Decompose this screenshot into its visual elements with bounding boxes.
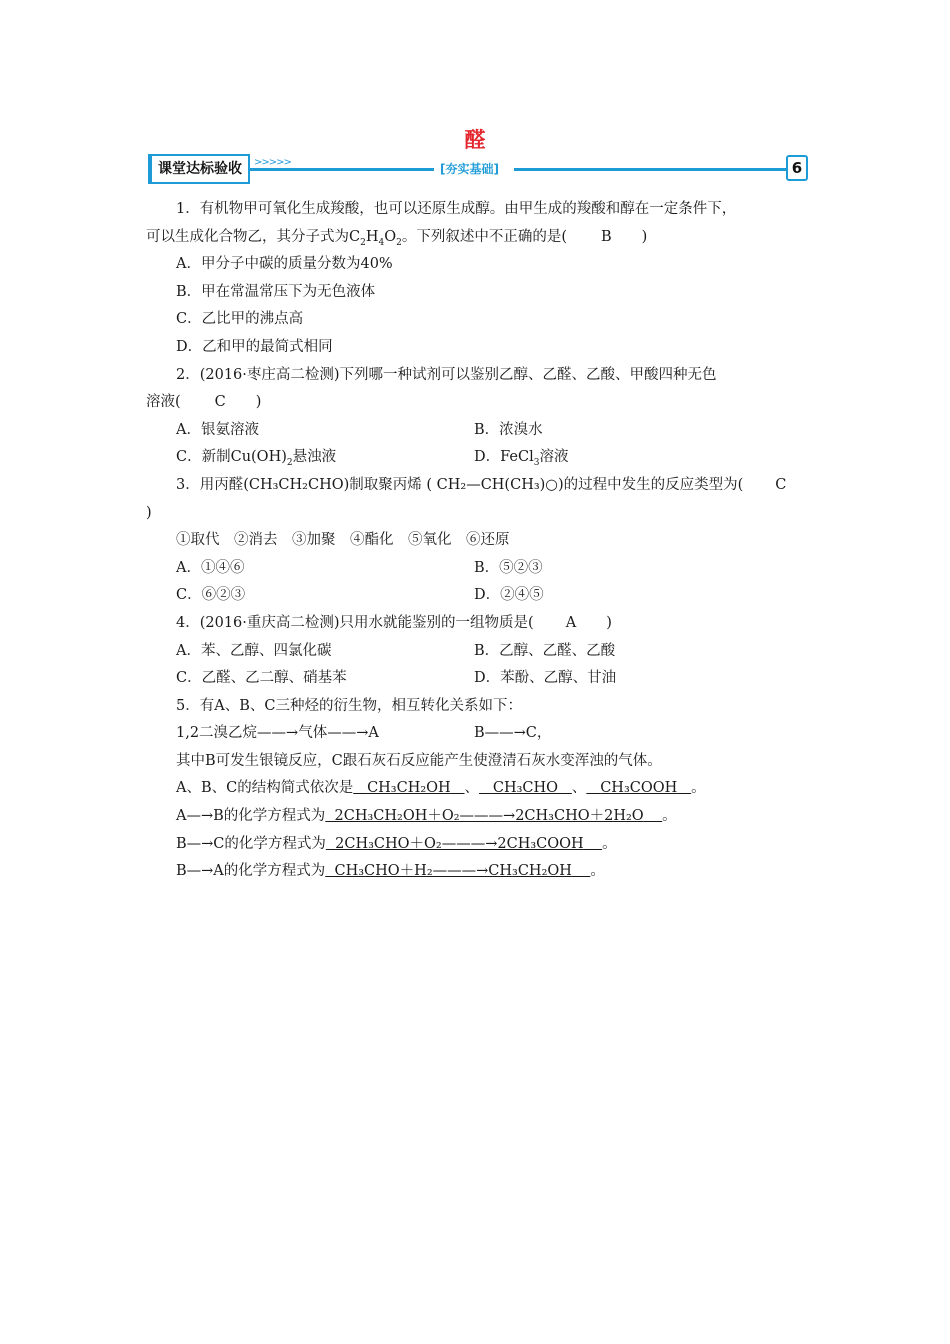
- q1-option-d: D．乙和甲的最简式相同: [176, 338, 333, 355]
- q4-option-a: A．苯、乙醇、四氯化碳: [176, 642, 332, 659]
- q5-equation-ba: B—→A的化学方程式为 CH₃CHO＋H₂———→CH₃CH₂OH 。: [176, 863, 605, 880]
- q1-option-c: C．乙比甲的沸点高: [176, 311, 304, 328]
- q4-option-b: B．乙醇、乙醛、乙酸: [474, 642, 616, 659]
- banner-tag: [夯实基础]: [440, 162, 499, 176]
- banner-number: 6: [786, 155, 808, 181]
- q2-options-ab: [146, 417, 810, 445]
- q1-answer: B: [601, 228, 612, 245]
- q5-equation-bc-answer: 2CH₃CHO＋O₂———→2CH₃COOH: [335, 835, 584, 852]
- q3-option-a: A．①④⑥: [176, 559, 245, 576]
- q5-condition: 其中B可发生银镜反应，C跟石灰石反应能产生使澄清石灰水变浑浊的气体。: [176, 752, 662, 769]
- q3-option-c: C．⑥②③: [176, 587, 246, 604]
- q1-stem-line1: 1．有机物甲可氧化生成羧酸，也可以还原生成醇。由甲生成的羧酸和醇在一定条件下，: [176, 201, 737, 217]
- q4-answer: A: [565, 614, 577, 631]
- q5-structures: A、B、C的结构简式依次是 CH₃CH₂OH 、 CH₃CHO 、 CH₃COOH 。: [176, 780, 706, 797]
- q1-stem-line2: 可以生成化合物乙，其分子式为$C_2H_4O_2$。下列叙述中不正确的是( B ): [146, 224, 810, 252]
- q3-reaction-types: ①取代 ②消去 ③加聚 ④酯化 ⑤氧化 ⑥还原: [176, 532, 510, 549]
- q5-equation-ab-answer: 2CH₃CH₂OH＋O₂———→2CH₃CHO＋2H₂O: [334, 808, 644, 825]
- q5-equation-ba-answer: CH₃CHO＋H₂———→CH₃CH₂OH: [334, 863, 572, 880]
- q5-answer-b: CH₃CHO: [492, 780, 559, 797]
- banner-line-left: [248, 168, 434, 171]
- q3-answer: C: [775, 476, 787, 493]
- q2-stem-line2: 溶液( C ): [146, 389, 810, 417]
- q4-option-d: D．苯酚、乙醇、甘油: [474, 670, 617, 687]
- q2-stem-line1: 2．(2016·枣庄高二检测)下列哪一种试剂可以鉴别乙醇、乙醛、乙酸、甲酸四种无色: [176, 366, 717, 383]
- q4-option-c: C．乙醛、乙二醇、硝基苯: [176, 670, 347, 687]
- q5-answer-a: CH₃CH₂OH: [367, 780, 451, 797]
- q4-stem: 4．(2016·重庆高二检测)只用水就能鉴别的一组物质是( A ): [146, 610, 810, 638]
- banner-label: 课堂达标验收: [148, 154, 250, 184]
- q3-options-ab: [146, 555, 810, 583]
- page-title: 醛: [464, 128, 486, 152]
- q4-options-ab: [146, 638, 810, 666]
- q3-option-d: D．②④⑤: [474, 587, 544, 604]
- q3-stem-line1: 3．用丙醛(CH₃CH₂CHO)制取聚丙烯 ( CH₂—CH(CH₃)○)的过程中发生的反应类型为( C: [146, 472, 810, 500]
- banner-arrows: >>>>>: [254, 157, 291, 168]
- q5-answer-c: CH₃COOH: [600, 780, 678, 797]
- q5-equation-bc: B—→C的化学方程式为 2CH₃CHO＋O₂———→2CH₃COOH 。: [176, 835, 617, 852]
- q1-option-a: A．甲分子中碳的质量分数为40%: [176, 256, 393, 273]
- q5-conversion: 1,2二溴乙烷——→气体——→A B——→C，: [176, 725, 552, 742]
- q3-stem-line2: ): [146, 504, 152, 521]
- q2-option-b: B．浓溴水: [474, 421, 543, 438]
- q5-equation-ab: A—→B的化学方程式为 2CH₃CH₂OH＋O₂———→2CH₃CHO＋2H₂O 。: [176, 808, 677, 825]
- q2-option-d: D．FeCl$_3$溶液: [474, 449, 569, 469]
- q5-stem: 5．有A、B、C三种烃的衍生物，相互转化关系如下：: [176, 697, 522, 714]
- q2-option-a: A．银氨溶液: [176, 421, 259, 438]
- q2-option-c: C．新制$Cu(OH)_2$悬浊液: [176, 449, 337, 469]
- q2-options-cd: [146, 444, 810, 472]
- section-banner: [148, 154, 808, 184]
- question-list: [146, 196, 810, 886]
- q3-option-b: B．⑤②③: [474, 559, 543, 576]
- q2-answer: C: [214, 394, 226, 411]
- q4-options-cd: [146, 665, 810, 693]
- q1-option-b: B．甲在常温常压下为无色液体: [176, 283, 376, 300]
- q3-options-cd: [146, 582, 810, 610]
- banner-line-right: [514, 168, 786, 171]
